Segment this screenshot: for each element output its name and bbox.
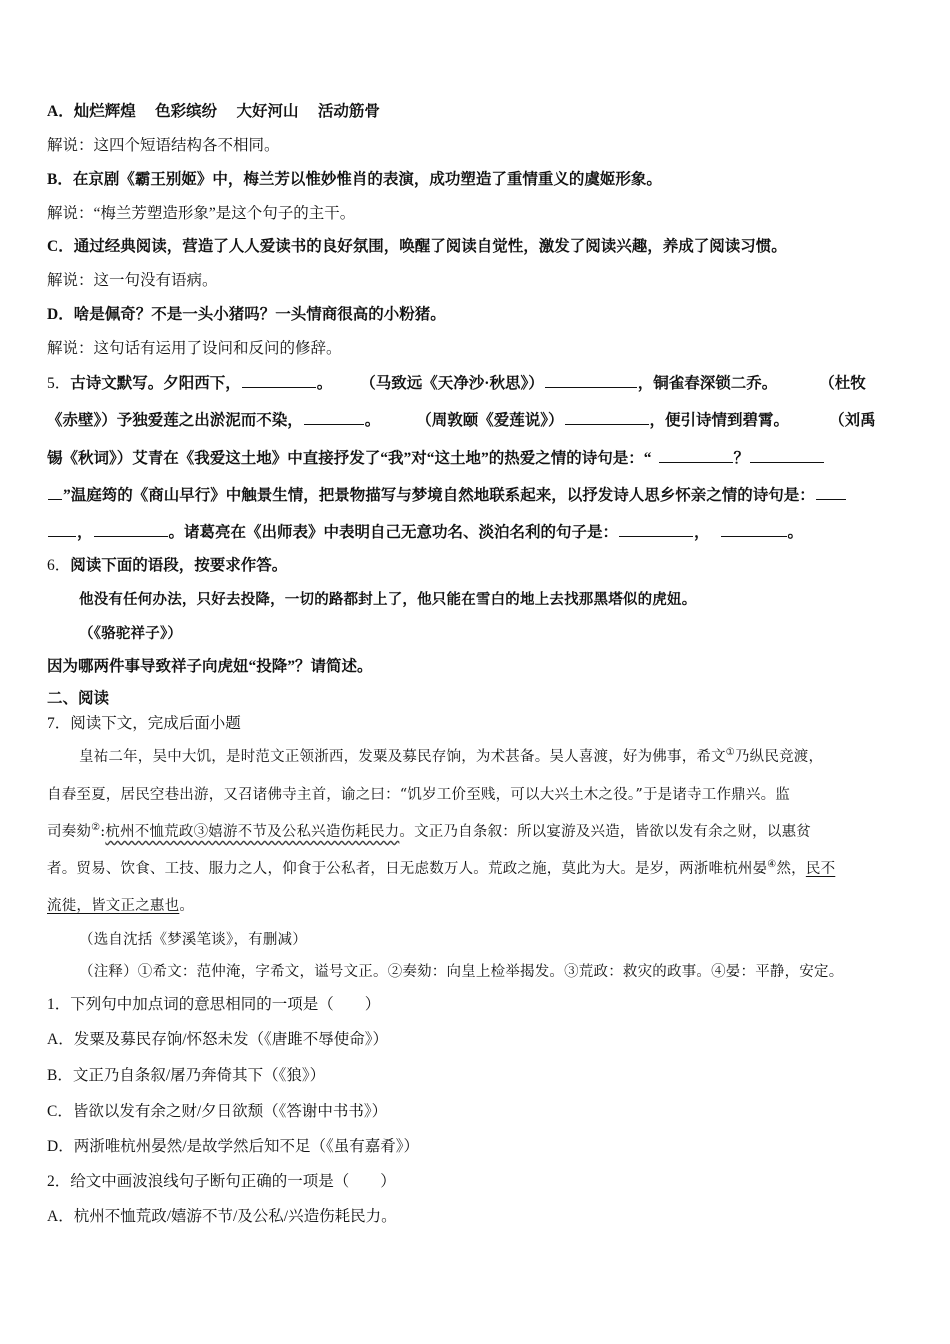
subq2-option-a[interactable]: A．杭州不恤荒政/嬉游不节/及公私/兴造伤耗民力。 xyxy=(47,1208,397,1225)
q4-option-c: C．通过经典阅读，营造了人人爱读书的良好氛围，唤醒了阅读自觉性，激发了阅读兴趣，养成了阅读习惯。 xyxy=(47,238,787,255)
passage-line-3: 司奏劾②:杭州不恤荒政③嬉游不节及公私兴造伤耗民力。文正乃自条叙：所以宴游及兴造，皆欲以发有余之财，以惠贫 xyxy=(47,822,811,840)
q6-question: 因为哪两件事导致祥子向虎妞“投降”？请简述。 xyxy=(47,658,373,675)
q5-line-1: 5．古诗文默写。夕阳西下， 。 （马致远《天净沙·秋思》） ，铜雀春深锁二乔。 （杜牧 xyxy=(47,375,866,392)
fill-blank[interactable] xyxy=(48,522,76,537)
passage-line-2: 自春至夏，居民空巷出游，又召诸佛寺主首，谕之曰：“饥岁工价至贱，可以大兴土木之役。”于是诸寺工作鼎兴。监 xyxy=(47,787,790,803)
q5-line-3: 锡《秋词》）艾青在《我爱这土地》中直接抒发了“我”对“这土地”的热爱之情的诗句是：“ ？ xyxy=(47,448,825,469)
fill-blank[interactable] xyxy=(565,410,649,425)
underlined-sentence: 民不 xyxy=(805,861,836,877)
q4-option-b: B．在京剧《霸王别姬》中，梅兰芳以惟妙惟肖的表演，成功塑造了重情重义的虞姬形象。 xyxy=(47,171,662,188)
subq1-option-b[interactable]: B．文正乃自条叙/屠乃奔倚其下（《狼》） xyxy=(47,1067,326,1084)
q6-prompt: 6．阅读下面的语段，按要求作答。 xyxy=(47,557,288,574)
passage-line-4: 者。贸易、饮食、工技、服力之人，仰食于公私者，日无虑数万人。荒政之施，莫此为大。是岁，两浙唯杭州晏④然，民不 xyxy=(47,859,836,877)
fill-blank[interactable] xyxy=(619,522,693,537)
q5-line-4: ”温庭筠的《商山早行》中触景生情，把景物描写与梦境自然地联系起来，以抒发诗人思乡怀亲之情的诗句是： xyxy=(47,485,847,506)
q7-prompt: 7．阅读下文，完成后面小题 xyxy=(47,715,241,732)
fill-blank[interactable] xyxy=(48,485,62,500)
q6-source: （《骆驼祥子》） xyxy=(79,625,183,642)
subq1-prompt: 1．下列句中加点词的意思相同的一项是（ ） xyxy=(47,996,381,1013)
q5-line-5: ， 。诸葛亮在《出师表》中表明自己无意功名、淡泊名利的句子是： ， 。 xyxy=(47,522,803,543)
fill-blank[interactable] xyxy=(94,522,168,537)
passage-line-5: 流徙，皆文正之惠也。 xyxy=(47,898,195,914)
q4-explanation-a: 解说：这四个短语结构各不相同。 xyxy=(47,137,280,154)
underlined-sentence: 流徙，皆文正之惠也 xyxy=(47,898,180,914)
q4-explanation-d: 解说：这句话有运用了设问和反问的修辞。 xyxy=(47,340,342,357)
fill-blank[interactable] xyxy=(659,448,733,463)
passage-source: （选自沈括《梦溪笔谈》，有删减） xyxy=(79,932,307,948)
fill-blank[interactable] xyxy=(545,373,637,388)
q4-explanation-c: 解说：这一句没有语病。 xyxy=(47,272,218,289)
q4-option-d: D．啥是佩奇？不是一头小猪吗？一头情商很高的小粉猪。 xyxy=(47,306,446,323)
fill-blank[interactable] xyxy=(304,410,364,425)
q6-excerpt: 他没有任何办法，只好去投降，一切的路都封上了，他只能在雪白的地上去找那黑塔似的虎妞。 xyxy=(79,591,697,608)
passage-notes: （注释）①希文：范仲淹，字希文，谥号文正。②奏劾：向皇上检举揭发。③荒政：救灾的政事。④晏：平静，安定。 xyxy=(79,964,844,980)
subq1-option-c[interactable]: C．皆欲以发有余之财/夕日欲颓（《答谢中书书》） xyxy=(47,1103,388,1120)
subq1-option-a[interactable]: A．发粟及募民存饷/怀怒未发（《唐雎不辱使命》） xyxy=(47,1031,389,1048)
fill-blank[interactable] xyxy=(750,448,824,463)
subq2-prompt: 2．给文中画波浪线句子断句正确的一项是（ ） xyxy=(47,1173,396,1190)
passage-line-1: 皇祐二年，吴中大饥，是时范文正领浙西，发粟及募民存饷，为术甚备。吴人喜渡，好为佛事，希文①乃纵民竞渡， xyxy=(79,747,824,765)
fill-blank[interactable] xyxy=(721,522,787,537)
q4-explanation-b: 解说：“梅兰芳塑造形象”是这个句子的主干。 xyxy=(47,205,356,222)
wavy-underlined-sentence: 杭州不恤荒政③嬉游不节及公私兴造伤耗民力 xyxy=(105,824,400,840)
fill-blank[interactable] xyxy=(242,373,316,388)
q4-option-a: A．灿烂辉煌 色彩缤纷 大好河山 活动筋骨 xyxy=(47,103,380,120)
subq1-option-d[interactable]: D．两浙唯杭州晏然/是故学然后知不足（《虽有嘉肴》） xyxy=(47,1138,420,1155)
fill-blank[interactable] xyxy=(816,485,846,500)
section-heading: 二、阅读 xyxy=(47,690,110,707)
q5-line-2: 《赤壁》）予独爱莲之出淤泥而不染， 。 （周敦颐《爱莲说》） ，便引诗情到碧霄。 （刘禹 xyxy=(47,412,876,429)
